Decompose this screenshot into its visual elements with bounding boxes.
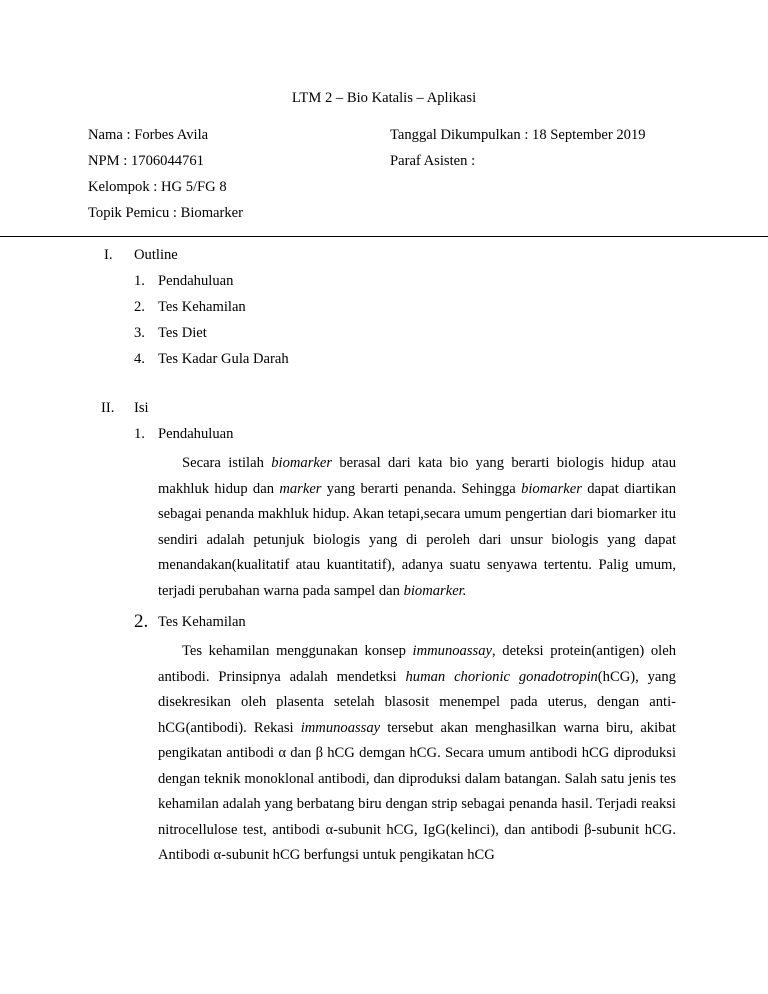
topik-field: Topik Pemicu : Biomarker bbox=[88, 205, 244, 221]
outline-item-number: 4. bbox=[134, 351, 145, 367]
tes-kehamilan-paragraph: Tes kehamilan menggunakan konsep immunoassay, deteksi protein(antigen) oleh antibodi. Prinsipnya adalah mendetksi human chorionic gonadotropin(hCG), yang disekresikan oleh plasenta setelah blasosit menempel pada uterus, dengan anti-hCG(antibodi). Rekasi immunoassay tersebut akan menghasilkan warna biru, akibat pengikatan antibodi α dan β hCG demgan hCG. Secara umum antibodi hCG diproduksi dengan teknik monoklonal antibodi, dan diproduksi dalam batangan. Salah satu jenis tes kehamilan adalah yang berbatang biru dengan strip sebagai penanda hasil. Terjadi reaksi nitrocellulose test, antibodi α-subunit hCG, IgG(kelinci), dan antibodi β-subunit hCG. Antibodi α-subunit hCG berfungsi untuk pengikatan hCG bbox=[158, 643, 676, 863]
nama-field: Nama : Forbes Avila bbox=[88, 127, 209, 143]
section-2-numeral: II. bbox=[101, 400, 115, 416]
section-1-numeral: I. bbox=[104, 247, 113, 263]
outline-item: Tes Kehamilan bbox=[158, 299, 246, 315]
outline-item-number: 1. bbox=[134, 273, 145, 289]
outline-item: Tes Diet bbox=[158, 325, 207, 341]
section-1-heading: Outline bbox=[134, 247, 178, 263]
outline-item: Pendahuluan bbox=[158, 273, 234, 289]
pendahuluan-paragraph: Secara istilah biomarker berasal dari kata bio yang berarti biologis hidup atau makhluk hidup dan marker yang berarti penanda. Sehingga biomarker dapat diartikan sebagai penanda makhluk hidup. Akan tetapi,secara umum pengertian dari biomarker itu sendiri adalah petunjuk biologis yang di peroleh dari unsur biologis yang dapat menandakan(kualitatif atau kuantitatif), adanya suatu senyawa tertentu. Palig umum, terjadi perubahan warna pada sampel dan biomarker. bbox=[158, 455, 676, 599]
kelompok-field: Kelompok : HG 5/FG 8 bbox=[88, 179, 227, 195]
tanggal-field: Tanggal Dikumpulkan : 18 September 2019 bbox=[390, 127, 646, 143]
outline-item-number: 2. bbox=[134, 299, 145, 315]
outline-item: Tes Kadar Gula Darah bbox=[158, 351, 289, 367]
npm-field: NPM : 1706044761 bbox=[88, 153, 204, 169]
subsection-title: Tes Kehamilan bbox=[158, 614, 246, 630]
paraf-field: Paraf Asisten : bbox=[390, 153, 476, 169]
header-divider bbox=[0, 236, 768, 237]
section-2-heading: Isi bbox=[134, 400, 149, 416]
document-title: LTM 2 – Bio Katalis – Aplikasi bbox=[291, 90, 477, 106]
outline-item-number: 3. bbox=[134, 325, 145, 341]
subsection-number: 1. bbox=[134, 426, 145, 442]
subsection-number: 2. bbox=[134, 611, 149, 632]
subsection-title: Pendahuluan bbox=[158, 426, 234, 442]
